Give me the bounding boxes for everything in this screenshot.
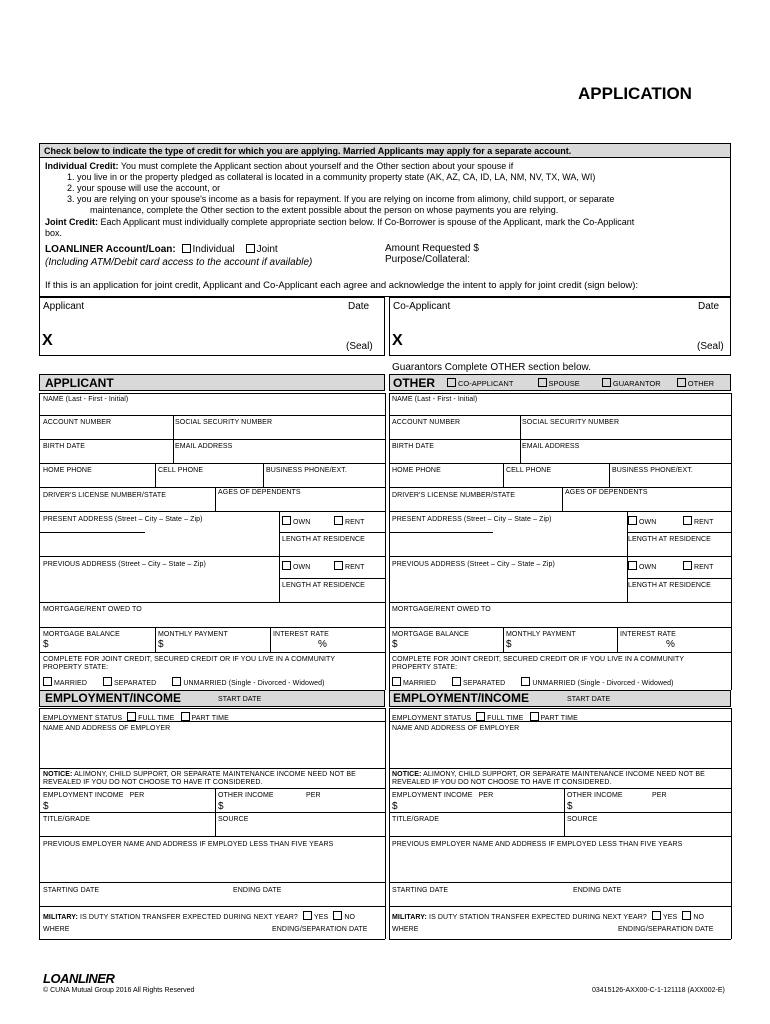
grid-line: [39, 939, 385, 940]
applicant-previous-employer-field[interactable]: PREVIOUS EMPLOYER NAME AND ADDRESS IF EMPLOYED LESS THAN FIVE YEARS: [43, 841, 334, 848]
applicant-license-field[interactable]: DRIVER'S LICENSE NUMBER/STATE: [43, 492, 166, 499]
other-source-field[interactable]: SOURCE: [567, 816, 598, 823]
grid-line: [39, 415, 385, 416]
grid-line: [39, 439, 385, 440]
coapplicant-seal: (Seal): [697, 341, 724, 352]
other-present-address-field[interactable]: PRESENT ADDRESS (Street – City – State – Zip): [392, 516, 552, 523]
individual-credit-item-cont: maintenance, complete the Other section to the extent possible about the person on whose payments you are relying.: [90, 205, 559, 215]
rent-label: RENT: [694, 564, 714, 571]
loanliner-note: (Including ATM/Debit card access to the account if available): [45, 257, 313, 268]
other-separated-checkbox[interactable]: [452, 677, 461, 686]
applicant-joint-note: COMPLETE FOR JOINT CREDIT, SECURED CREDIT OR IF YOU LIVE IN A COMMUNITY PROPERTY STATE:: [43, 656, 336, 671]
grid-line: [39, 836, 385, 837]
applicant-full-time-checkbox[interactable]: [127, 712, 136, 721]
other-checkbox[interactable]: [677, 378, 686, 387]
applicant-employment-heading: EMPLOYMENT/INCOME: [45, 691, 182, 705]
other-military-no-checkbox[interactable]: [682, 911, 691, 920]
applicant-ssn-field[interactable]: SOCIAL SECURITY NUMBER: [175, 419, 273, 426]
grid-line: [39, 393, 385, 394]
joint-credit-block: [45, 217, 727, 228]
rent-label: RENT: [345, 519, 365, 526]
other-rent-option-2: [683, 561, 713, 571]
credit-type-header: Check below to indicate the type of credit for which you are applying. Married Applicants may apply for a separate account.: [39, 143, 731, 158]
grid-line: [39, 652, 385, 653]
amount-requested[interactable]: Amount Requested $: [385, 243, 479, 254]
applicant-notice: [43, 771, 373, 787]
other-name-field[interactable]: NAME (Last - First - Initial): [392, 396, 478, 403]
grid-line: [389, 393, 731, 394]
other-unmarried-checkbox[interactable]: [521, 677, 530, 686]
grid-line: [263, 463, 264, 487]
other-part-time-checkbox[interactable]: [530, 712, 539, 721]
applicant-married-checkbox[interactable]: [43, 677, 52, 686]
applicant-length-field-2[interactable]: LENGTH AT RESIDENCE: [282, 582, 365, 589]
other-interest-rate-field[interactable]: INTEREST RATE: [620, 631, 676, 638]
other-ssn-field[interactable]: SOCIAL SECURITY NUMBER: [522, 419, 620, 426]
applicant-seal: (Seal): [346, 341, 373, 352]
applicant-rent-checkbox[interactable]: [334, 516, 343, 525]
grid-line: [155, 463, 156, 487]
grid-line: [389, 439, 731, 440]
married-label: MARRIED: [54, 680, 87, 687]
percent-sign: %: [318, 639, 327, 650]
guarantors-note: Guarantors Complete OTHER section below.: [392, 362, 591, 373]
notice-label: NOTICE:: [392, 771, 422, 778]
no-label: NO: [344, 914, 356, 921]
other-employment-heading: EMPLOYMENT/INCOME: [393, 691, 530, 705]
applicant-dependents-field[interactable]: AGES OF DEPENDENTS: [218, 489, 301, 496]
applicant-where-field[interactable]: WHERE: [43, 926, 70, 933]
copyright: © CUNA Mutual Group 2016 All Rights Reserved: [43, 987, 195, 994]
page-title: APPLICATION: [578, 84, 692, 103]
applicant-cell-phone-field[interactable]: CELL PHONE: [158, 467, 204, 474]
applicant-income-field[interactable]: [43, 792, 144, 799]
grid-line: [39, 708, 40, 939]
applicant-other-per: PER: [306, 792, 321, 799]
grid-line: [389, 939, 731, 940]
joint-statement: If this is an application for joint credit, Applicant and Co-Applicant each agree and acknowledge the intent to apply for joint credit (sign below):: [45, 280, 639, 291]
grid-line: [279, 532, 385, 533]
own-label: OWN: [293, 564, 311, 571]
individual-credit-label: Individual Credit:: [45, 161, 119, 171]
other-mortgage-rent-field[interactable]: MORTGAGE/RENT OWED TO: [392, 606, 491, 613]
dollar-sign: $: [392, 639, 398, 650]
other-dependents-field[interactable]: AGES OF DEPENDENTS: [565, 489, 648, 496]
other-license-field[interactable]: DRIVER'S LICENSE NUMBER/STATE: [392, 492, 515, 499]
applicant-name-field[interactable]: NAME (Last - First - Initial): [43, 396, 129, 403]
option-label: GUARANTOR: [612, 379, 661, 388]
other-length-field[interactable]: LENGTH AT RESIDENCE: [628, 536, 711, 543]
notice-text: ALIMONY, CHILD SUPPORT, OR SEPARATE MAINTENANCE INCOME NEED NOT BE REVEALED IF YOU DO NOT CHOOSE TO HAVE IT CONSIDERED.: [43, 771, 356, 786]
applicant-own-option-2: [282, 561, 310, 571]
dollar-sign: $: [567, 801, 573, 812]
grid-line: [389, 627, 731, 628]
own-label: OWN: [639, 564, 657, 571]
joint-label: Joint: [256, 244, 278, 255]
grid-line: [731, 708, 732, 939]
full-time-label: FULL TIME: [487, 715, 524, 722]
applicant-other-income-field[interactable]: OTHER INCOME: [218, 792, 274, 799]
applicant-length-field[interactable]: LENGTH AT RESIDENCE: [282, 536, 365, 543]
grid-line: [389, 768, 731, 769]
separated-label: SEPARATED: [114, 680, 157, 687]
other-previous-employer-field[interactable]: PREVIOUS EMPLOYER NAME AND ADDRESS IF EMPLOYED LESS THAN FIVE YEARS: [392, 841, 683, 848]
applicant-x-mark: X: [42, 332, 53, 349]
grid-line: [389, 708, 731, 709]
status-label: EMPLOYMENT STATUS: [392, 715, 472, 722]
applicant-email-field[interactable]: EMAIL ADDRESS: [175, 443, 233, 450]
rent-label: RENT: [345, 564, 365, 571]
dollar-sign: $: [43, 639, 49, 650]
loanliner-row: [45, 244, 278, 255]
other-military-row: [392, 911, 704, 921]
part-time-label: PART TIME: [191, 715, 229, 722]
grid-line: [39, 906, 385, 907]
applicant-separated-checkbox[interactable]: [103, 677, 112, 686]
other-other-income-field[interactable]: OTHER INCOME: [567, 792, 623, 799]
grid-line: [389, 415, 731, 416]
grid-line: [270, 627, 271, 652]
other-email-field[interactable]: EMAIL ADDRESS: [522, 443, 580, 450]
applicant-rent-option-2: [334, 561, 364, 571]
other-marital-status: [392, 677, 674, 687]
grid-line: [385, 708, 386, 939]
dollar-sign: $: [392, 801, 398, 812]
grid-line: [389, 652, 731, 653]
applicant-own-checkbox-2[interactable]: [282, 561, 291, 570]
grid-line: [173, 415, 174, 463]
unmarried-label: UNMARRIED (Single - Divorced - Widowed): [532, 680, 674, 687]
grid-line: [389, 602, 731, 603]
individual-credit-block: [45, 161, 725, 172]
loanliner-label: LOANLINER Account/Loan:: [45, 244, 176, 255]
other-birth-field[interactable]: BIRTH DATE: [392, 443, 434, 450]
other-home-phone-field[interactable]: HOME PHONE: [392, 467, 441, 474]
grid-line: [39, 602, 385, 603]
grid-line: [503, 627, 504, 652]
loanliner-logo: LOANLINER: [43, 971, 115, 986]
other-where-field[interactable]: WHERE: [392, 926, 419, 933]
coapplicant-x-mark: X: [392, 332, 403, 349]
dollar-sign: $: [158, 639, 164, 650]
grid-line: [215, 487, 216, 511]
notice-text: ALIMONY, CHILD SUPPORT, OR SEPARATE MAINTENANCE INCOME NEED NOT BE REVEALED IF YOU DO NOT CHOOSE TO HAVE IT CONSIDERED.: [392, 771, 705, 786]
dollar-sign: $: [506, 639, 512, 650]
applicant-employment-status: [43, 712, 229, 722]
dollar-sign: $: [218, 801, 224, 812]
other-start-date-field[interactable]: START DATE: [567, 696, 611, 703]
grid-line: [564, 788, 565, 836]
applicant-marital-status: [43, 677, 325, 687]
guarantor-checkbox[interactable]: [602, 378, 611, 387]
other-joint-note: COMPLETE FOR JOINT CREDIT, SECURED CREDIT OR IF YOU LIVE IN A COMMUNITY PROPERTY STATE:: [392, 656, 685, 671]
other-own-option: [628, 516, 656, 526]
other-ending-date-field[interactable]: ENDING DATE: [573, 887, 622, 894]
other-title-field[interactable]: TITLE/GRADE: [392, 816, 439, 823]
unmarried-label: UNMARRIED (Single - Divorced - Widowed): [183, 680, 325, 687]
grid-line: [385, 393, 386, 690]
applicant-own-checkbox[interactable]: [282, 516, 291, 525]
other-notice: [392, 771, 722, 787]
option-label: CO-APPLICANT: [458, 379, 514, 388]
applicant-home-phone-field[interactable]: HOME PHONE: [43, 467, 92, 474]
other-own-checkbox-2[interactable]: [628, 561, 637, 570]
other-employer-field[interactable]: NAME AND ADDRESS OF EMPLOYER: [392, 725, 520, 732]
joint-credit-label: Joint Credit:: [45, 217, 98, 227]
grid-line: [279, 578, 385, 579]
option-label: SPOUSE: [548, 379, 580, 388]
grid-line: [279, 511, 280, 602]
percent-sign: %: [666, 639, 675, 650]
applicant-business-phone-field[interactable]: BUSINESS PHONE/EXT.: [266, 467, 347, 474]
grid-line: [389, 556, 731, 557]
married-label: MARRIED: [403, 680, 436, 687]
applicant-interest-rate-field[interactable]: INTEREST RATE: [273, 631, 329, 638]
grid-line: [617, 627, 618, 652]
other-length-field-2[interactable]: LENGTH AT RESIDENCE: [628, 582, 711, 589]
other-married-checkbox[interactable]: [392, 677, 401, 686]
applicant-date-label: Date: [348, 301, 370, 312]
applicant-mortgage-balance-field[interactable]: MORTGAGE BALANCE: [43, 631, 120, 638]
applicant-employer-field[interactable]: NAME AND ADDRESS OF EMPLOYER: [43, 725, 171, 732]
grid-line: [627, 578, 731, 579]
grid-line: [503, 463, 504, 487]
grid-line: [39, 627, 385, 628]
no-label: NO: [693, 914, 705, 921]
applicant-military-row: [43, 911, 355, 921]
full-time-label: FULL TIME: [138, 715, 175, 722]
status-label: EMPLOYMENT STATUS: [43, 715, 123, 722]
per-label: PER: [478, 792, 494, 799]
applicant-own-option: [282, 516, 310, 526]
grid-line: [39, 393, 40, 690]
applicant-source-field[interactable]: SOURCE: [218, 816, 249, 823]
applicant-starting-date-field[interactable]: STARTING DATE: [43, 887, 100, 894]
form-code: 03415126-AXX00-C-1-121118 (AXX002-E): [592, 987, 725, 994]
individual-credit-item: 2. your spouse will use the account, or: [67, 183, 221, 193]
own-label: OWN: [639, 519, 657, 526]
grid-line: [39, 511, 385, 512]
applicant-rent-option: [334, 516, 364, 526]
other-cell-phone-field[interactable]: CELL PHONE: [506, 467, 552, 474]
joint-credit-text-2: box.: [45, 228, 63, 238]
applicant-military-no-checkbox[interactable]: [333, 911, 342, 920]
applicant-mortgage-rent-field[interactable]: MORTGAGE/RENT OWED TO: [43, 606, 142, 613]
spouse-checkbox[interactable]: [538, 378, 547, 387]
grid-line: [39, 532, 145, 533]
military-label: MILITARY:: [43, 914, 78, 921]
option-label: OTHER: [687, 379, 715, 388]
notice-label: NOTICE:: [43, 771, 73, 778]
individual-checkbox[interactable]: [182, 244, 191, 253]
coapplicant-checkbox[interactable]: [447, 378, 456, 387]
grid-line: [39, 812, 385, 813]
income-label: EMPLOYMENT INCOME: [392, 792, 473, 799]
other-monthly-payment-field[interactable]: MONTHLY PAYMENT: [506, 631, 576, 638]
grid-line: [39, 768, 385, 769]
grid-line: [731, 393, 732, 690]
applicant-start-date-field[interactable]: START DATE: [218, 696, 262, 703]
applicant-ending-separation-field[interactable]: ENDING/SEPARATION DATE: [272, 926, 368, 933]
coapplicant-date-label: Date: [698, 301, 720, 312]
grid-line: [389, 393, 390, 690]
grid-line: [39, 788, 385, 789]
applicant-birth-field[interactable]: BIRTH DATE: [43, 443, 85, 450]
other-starting-date-field[interactable]: STARTING DATE: [392, 887, 449, 894]
grid-line: [389, 812, 731, 813]
applicant-heading: APPLICANT: [45, 376, 114, 390]
other-rent-option: [683, 516, 713, 526]
individual-credit-text: You must complete the Applicant section about yourself and the Other section about your spouse if: [120, 161, 514, 171]
grid-line: [39, 487, 385, 488]
grid-line: [562, 487, 563, 511]
applicant-ending-date-field[interactable]: ENDING DATE: [233, 887, 282, 894]
applicant-title-field[interactable]: TITLE/GRADE: [43, 816, 90, 823]
applicant-military-yes-checkbox[interactable]: [303, 911, 312, 920]
other-previous-address-field[interactable]: PREVIOUS ADDRESS (Street – City – State – Zip): [392, 561, 555, 568]
other-options: [447, 378, 714, 388]
applicant-signature-box[interactable]: [39, 297, 385, 356]
individual-credit-item: 3. you are relying on your spouse's income as a basis for repayment. If you are relying on income from alimony, child support, or separate: [67, 194, 615, 204]
individual-credit-item: 1. you live in or the property pledged as collateral is located in a community property state (AK, AZ, CA, ID, LA, NM, NV, TX, WA, WI): [67, 172, 596, 182]
grid-line: [389, 788, 731, 789]
other-mortgage-balance-field[interactable]: MORTGAGE BALANCE: [392, 631, 469, 638]
applicant-sign-label: Applicant: [43, 301, 85, 312]
grid-line: [520, 415, 521, 463]
other-account-field[interactable]: ACCOUNT NUMBER: [392, 419, 461, 426]
grid-line: [389, 511, 731, 512]
income-label: EMPLOYMENT INCOME: [43, 792, 124, 799]
yes-label: YES: [662, 914, 678, 921]
dollar-sign: $: [43, 801, 49, 812]
applicant-previous-address-field[interactable]: PREVIOUS ADDRESS (Street – City – State – Zip): [43, 561, 206, 568]
other-own-checkbox[interactable]: [628, 516, 637, 525]
grid-line: [389, 882, 731, 883]
part-time-label: PART TIME: [540, 715, 578, 722]
rent-label: RENT: [694, 519, 714, 526]
grid-line: [389, 708, 390, 939]
joint-credit-text: Each Applicant must individually complete appropriate section below. If Co-Borrower is spouse of the Applicant, mark the Co-Applicant: [100, 217, 635, 227]
grid-line: [155, 627, 156, 652]
other-ending-separation-field[interactable]: ENDING/SEPARATION DATE: [618, 926, 714, 933]
other-rent-checkbox[interactable]: [683, 516, 692, 525]
other-own-option-2: [628, 561, 656, 571]
own-label: OWN: [293, 519, 311, 526]
other-military-yes-checkbox[interactable]: [652, 911, 661, 920]
other-other-per: PER: [652, 792, 667, 799]
other-full-time-checkbox[interactable]: [476, 712, 485, 721]
grid-line: [389, 836, 731, 837]
per-label: PER: [129, 792, 145, 799]
grid-line: [389, 532, 493, 533]
grid-line: [389, 487, 731, 488]
individual-label: Individual: [192, 244, 235, 255]
military-text: IS DUTY STATION TRANSFER EXPECTED DURING NEXT YEAR?: [80, 914, 298, 921]
military-label: MILITARY:: [392, 914, 427, 921]
grid-line: [39, 463, 385, 464]
grid-line: [389, 906, 731, 907]
applicant-part-time-checkbox[interactable]: [181, 712, 190, 721]
grid-line: [215, 788, 216, 836]
military-text: IS DUTY STATION TRANSFER EXPECTED DURING NEXT YEAR?: [429, 914, 647, 921]
coapplicant-sign-label: Co-Applicant: [393, 301, 451, 312]
applicant-unmarried-checkbox[interactable]: [172, 677, 181, 686]
yes-label: YES: [313, 914, 329, 921]
purpose-collateral[interactable]: Purpose/Collateral:: [385, 254, 471, 265]
applicant-present-address-field[interactable]: PRESENT ADDRESS (Street – City – State – Zip): [43, 516, 203, 523]
joint-checkbox[interactable]: [246, 244, 255, 253]
grid-line: [39, 556, 385, 557]
separated-label: SEPARATED: [463, 680, 506, 687]
other-employment-status: [392, 712, 578, 722]
other-rent-checkbox-2[interactable]: [683, 561, 692, 570]
grid-line: [627, 532, 731, 533]
applicant-rent-checkbox-2[interactable]: [334, 561, 343, 570]
other-heading: OTHER: [393, 376, 435, 390]
applicant-monthly-payment-field[interactable]: MONTHLY PAYMENT: [158, 631, 228, 638]
grid-line: [609, 463, 610, 487]
applicant-account-field[interactable]: ACCOUNT NUMBER: [43, 419, 112, 426]
grid-line: [389, 463, 731, 464]
other-income-field[interactable]: [392, 792, 493, 799]
grid-line: [39, 708, 385, 709]
grid-line: [39, 882, 385, 883]
other-business-phone-field[interactable]: BUSINESS PHONE/EXT.: [612, 467, 693, 474]
